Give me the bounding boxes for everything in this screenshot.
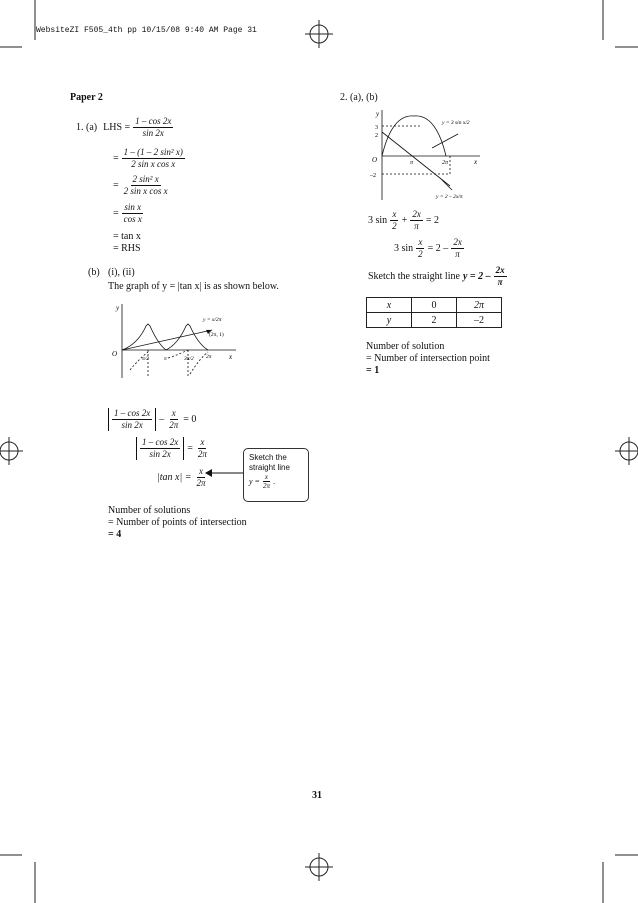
line-tan: = tan x <box>113 231 141 242</box>
eqC-den: 2π <box>196 478 206 488</box>
tick-pi: π <box>164 356 167 362</box>
y-axis-label: y <box>116 304 120 312</box>
eqA-rhs: = 0 <box>183 414 197 425</box>
tick-2pi: 2π <box>206 354 212 360</box>
straight-line <box>122 330 212 350</box>
q1a-label: 1. (a) <box>76 122 98 133</box>
q2-equation-2 <box>394 237 464 260</box>
tan-dashed-curve <box>130 350 208 374</box>
equation-b <box>136 437 209 460</box>
table-cell: y <box>367 313 412 328</box>
tick-3pi-over-2: 3π/2 <box>184 356 194 362</box>
conclusion-line2: = Number of points of intersection <box>108 517 247 528</box>
frac3-den: 2 sin x cos x <box>123 186 168 196</box>
eq1-plus: + <box>401 215 408 226</box>
note-arrow <box>205 466 247 480</box>
table-row <box>367 313 502 328</box>
eq2-mid: = 2 – <box>427 243 449 254</box>
q1a-lhs-line <box>76 116 173 139</box>
straight-line <box>382 132 450 186</box>
eq2-num2: 2x <box>453 237 462 247</box>
eq1-den1: 2 <box>392 221 397 231</box>
eq2-den1: 2 <box>418 249 423 259</box>
frac2-den: 2 sin x cos x <box>131 159 176 169</box>
step3-line <box>113 174 170 197</box>
equation-c <box>157 466 207 489</box>
frac3-num: 2 sin² x <box>132 174 159 184</box>
equals-sign: = <box>113 153 119 164</box>
eqA-minus: – <box>159 414 165 425</box>
note-end: . <box>272 476 276 486</box>
eqC-lhs: |tan x| = <box>157 472 192 483</box>
eqB-den1: sin 2x <box>149 449 171 459</box>
printer-slug: WebsiteZI F505_4th pp 10/15/08 9:40 AM Page 31 <box>36 26 257 35</box>
tick-pi-over-2: π/2 <box>142 356 150 362</box>
sketch-instruction <box>368 265 507 288</box>
table-cell: 0 <box>412 298 457 313</box>
page-number: 31 <box>312 790 322 801</box>
line-rhs: = RHS <box>113 243 141 254</box>
x-axis-label: x <box>229 353 233 361</box>
line-label: y = x/2π <box>203 317 222 323</box>
eqB-den2: 2π <box>197 449 207 459</box>
table-row <box>367 298 502 313</box>
sketch-num: 2x <box>495 265 505 275</box>
eqA-num2: x <box>171 408 176 418</box>
curve-label-pointer <box>432 134 458 148</box>
eqB-eq: = <box>187 443 193 454</box>
equation-a <box>108 408 196 431</box>
eqC-num: x <box>198 466 203 476</box>
q2-equation-1 <box>368 209 439 232</box>
eq2-num1: x <box>418 237 423 247</box>
curve-label: y = 3 sin x/2 <box>442 120 470 126</box>
point-label: (2π, 1) <box>209 332 224 338</box>
values-table <box>366 297 502 328</box>
step4-line <box>113 202 144 225</box>
lhs-label: LHS = <box>103 122 131 133</box>
conclusion-line1: Number of solutions <box>108 505 191 516</box>
eq1-num2: 2x <box>412 209 421 219</box>
tick-neg2: –2 <box>370 173 376 179</box>
frac2-num: 1 – (1 – 2 sin² x) <box>123 147 183 157</box>
line-label-pointer <box>442 180 452 190</box>
origin-label: O <box>112 350 118 358</box>
eqB-num1: 1 – cos 2x <box>142 437 179 447</box>
tick-2pi: 2π <box>442 160 449 166</box>
equals-sign: = <box>113 180 119 191</box>
line-label: y = 2 – 2x/π <box>436 194 463 200</box>
conclusion-line3: = 4 <box>108 529 122 540</box>
note-line2: straight line <box>249 463 290 472</box>
graph-sine-line <box>366 104 486 204</box>
eqA-den2: 2π <box>169 420 179 430</box>
table-cell: x <box>367 298 412 313</box>
section-title: Paper 2 <box>70 92 103 103</box>
q1b-label: (b) <box>88 267 100 278</box>
solution-line1: Number of solution <box>366 341 445 352</box>
table-cell: 2 <box>412 313 457 328</box>
frac1-num: 1 – cos 2x <box>135 116 172 126</box>
x-axis-label: x <box>474 158 478 166</box>
note-line1: Sketch the <box>249 453 287 462</box>
tick-pi: π <box>410 160 414 166</box>
step2-line <box>113 147 185 170</box>
abs-tan-curve <box>122 324 208 350</box>
frac1-den: sin 2x <box>142 128 164 138</box>
sketch-note-box <box>243 448 309 502</box>
q2-label: 2. (a), (b) <box>340 92 378 103</box>
eq1-den2: π <box>414 221 419 231</box>
eq1-rhs: = 2 <box>425 215 439 226</box>
eq2-coef: 3 sin <box>394 243 414 254</box>
graph-abs-tan <box>108 300 240 382</box>
eq2-den2: π <box>455 249 460 259</box>
sketch-y: y = 2 – <box>462 271 491 282</box>
sketch-den: π <box>497 277 503 287</box>
sine-curve <box>382 116 446 156</box>
note-den: 2π <box>262 482 270 490</box>
solution-line2: = Number of intersection point <box>366 353 490 364</box>
solution-line3: = 1 <box>366 365 380 376</box>
note-num: x <box>264 473 269 481</box>
frac4-num: sin x <box>124 202 142 212</box>
eq1-num1: x <box>392 209 397 219</box>
table-cell: 2π <box>457 298 502 313</box>
eqA-den1: sin 2x <box>121 420 143 430</box>
sketch-text: Sketch the straight line <box>368 271 460 282</box>
note-y: y = <box>249 476 260 486</box>
eqA-num1: 1 – cos 2x <box>114 408 151 418</box>
tick-2: 2 <box>375 133 378 139</box>
origin-label: O <box>372 156 378 164</box>
q1b-parts: (i), (ii) <box>108 267 135 278</box>
frac4-den: cos x <box>123 214 142 224</box>
table-cell: –2 <box>457 313 502 328</box>
y-axis-label: y <box>376 110 380 118</box>
eq1-coef: 3 sin <box>368 215 388 226</box>
eqB-num2: x <box>200 437 205 447</box>
equals-sign: = <box>113 208 119 219</box>
q1b-text: The graph of y = |tan x| is as shown below. <box>108 281 279 292</box>
tick-3: 3 <box>375 125 378 131</box>
